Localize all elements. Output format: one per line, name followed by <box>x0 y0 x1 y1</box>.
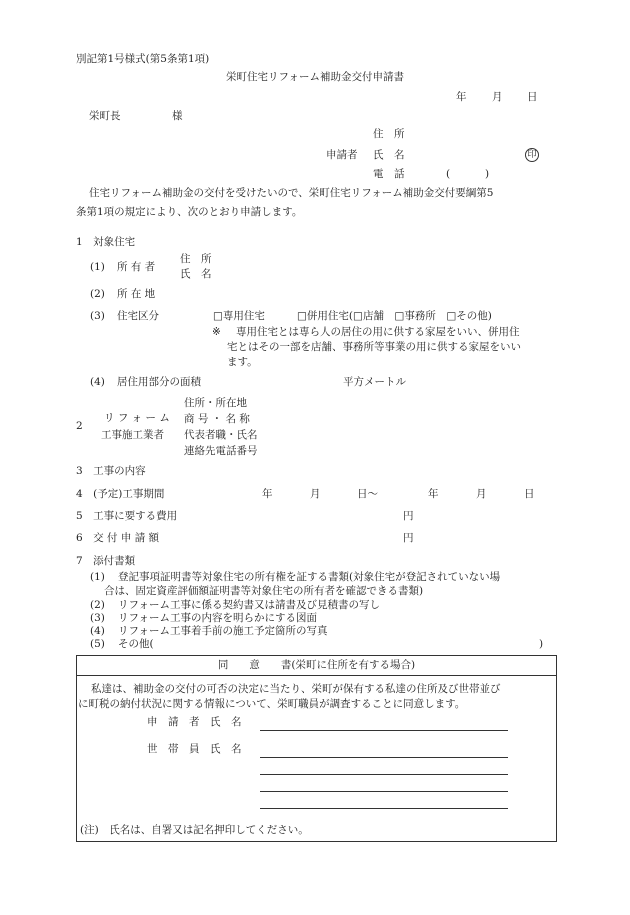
contractor-field-representative: 代表者職・氏名 <box>184 429 258 441</box>
owner-num: (1) <box>90 261 105 273</box>
attachment-text-2: リフォーム工事に係る契約書又は請書及び見積書の写し <box>118 599 380 611</box>
date-day: 日 <box>527 91 538 103</box>
consent-text-1: 私達は、補助金の交付の可否の決定に当たり、栄町が保有する私達の住所及び世帯並び <box>91 683 501 695</box>
consent-applicant-label: 申 請 者 氏 名 <box>147 716 242 728</box>
attachment-num-5: (5) <box>90 638 105 650</box>
attachment-text-1: 登記事項証明書等対象住宅の所有権を証する書類(対象住宅が登記されていない場 <box>118 571 501 583</box>
period-day-end: 日 <box>524 488 535 500</box>
category-num: (3) <box>90 310 105 322</box>
contractor-field-trade-name: 商 号 ・ 名 称 <box>184 413 250 425</box>
period-month-start: 月 <box>310 488 321 500</box>
seal-mark: 印 <box>525 148 539 162</box>
option-exclusive-housing[interactable]: □専用住宅 <box>213 310 265 322</box>
attachment-text-3: リフォーム工事の内容を明らかにする図面 <box>118 612 317 624</box>
area-num: (4) <box>90 376 105 388</box>
category-label: 住宅区分 <box>117 310 159 322</box>
section5-heading: 5 工事に要する費用 <box>76 510 178 522</box>
period-year-start: 年 <box>262 488 273 500</box>
area-unit: 平方メートル <box>343 376 406 388</box>
phone-paren-close: ) <box>485 168 490 180</box>
attachment-num-3: (3) <box>90 612 105 624</box>
period-month-end: 月 <box>476 488 487 500</box>
intro-line-1: 住宅リフォーム補助金の交付を受けたいので、栄町住宅リフォーム補助金交付要綱第5 <box>89 187 494 199</box>
owner-address-label: 住 所 <box>180 253 212 265</box>
consent-header-divider <box>76 675 557 676</box>
consent-heading: 同 意 書(栄町に住所を有する場合) <box>217 659 416 671</box>
applicant-label: 申請者 <box>326 149 358 161</box>
section1-heading: 1 対象住宅 <box>76 236 136 248</box>
note-line-3: ます。 <box>227 356 258 368</box>
section3-heading: 3 工事の内容 <box>76 465 146 477</box>
period-day-start: 日〜 <box>357 488 378 500</box>
attachment-text-4: リフォーム工事着手前の施工予定箇所の写真 <box>118 625 328 637</box>
attachment-other-close: ) <box>539 638 544 650</box>
section7-heading: 7 添付書類 <box>76 555 136 567</box>
attachment-text-5: その他( <box>118 638 154 650</box>
applicant-address-label: 住 所 <box>373 128 405 140</box>
section4-heading: 4 (予定)工事期間 <box>76 488 165 500</box>
household-signature-line-2[interactable] <box>260 774 508 775</box>
applicant-signature-line[interactable] <box>260 730 508 731</box>
attachment-num-1: (1) <box>90 571 105 583</box>
cost-unit: 円 <box>403 510 414 522</box>
owner-label: 所 有 者 <box>117 261 156 273</box>
option-shared-housing[interactable]: □併用住宅(□店舗 □事務所 □その他) <box>297 310 492 322</box>
contractor-field-phone: 連絡先電話番号 <box>184 445 258 457</box>
contractor-label-1: リ フ ォ ー ム <box>104 412 170 424</box>
page-title: 栄町住宅リフォーム補助金交付申請書 <box>226 71 404 83</box>
applicant-phone-label: 電 話 <box>373 168 405 180</box>
form-label: 別記第1号様式(第5条第1項) <box>76 53 210 65</box>
attachment-num-2: (2) <box>90 599 105 611</box>
date-month: 月 <box>492 91 503 103</box>
note-line-2: 宅とはその一部を店舗、事務所等事業の用に供する家屋をいい <box>227 341 521 353</box>
addressee-name: 栄町長 <box>89 110 121 122</box>
grant-unit: 円 <box>403 532 414 544</box>
attachment-num-4: (4) <box>90 625 105 637</box>
owner-name-label: 氏 名 <box>180 268 212 280</box>
addressee-honorific: 様 <box>172 110 183 122</box>
contractor-label-2: 工事施工業者 <box>101 429 164 441</box>
section2-num: 2 <box>76 420 83 432</box>
applicant-name-label: 氏 名 <box>373 149 405 161</box>
intro-line-2: 条第1項の規定により、次のとおり申請します。 <box>76 206 303 218</box>
date-year: 年 <box>456 91 467 103</box>
household-signature-line-3[interactable] <box>260 791 508 792</box>
consent-household-label: 世 帯 員 氏 名 <box>147 743 242 755</box>
contractor-field-address: 住所・所在地 <box>184 397 247 409</box>
area-label: 居住用部分の面積 <box>117 376 201 388</box>
consent-note: (注) 氏名は、自署又は記名押印してください。 <box>80 824 309 836</box>
note-mark: ※ <box>212 326 221 338</box>
phone-paren-open: ( <box>446 168 451 180</box>
note-line-1: 専用住宅とは専ら人の居住の用に供する家屋をいい、併用住 <box>236 326 520 338</box>
location-label: 所 在 地 <box>117 288 156 300</box>
section6-heading: 6 交 付 申 請 額 <box>76 532 160 544</box>
location-num: (2) <box>90 288 105 300</box>
attachment-text-1b: 合は、固定資産評価額証明書等対象住宅の所有者を確認できる書類) <box>104 585 424 597</box>
household-signature-line-4[interactable] <box>260 808 508 809</box>
household-signature-line-1[interactable] <box>260 757 508 758</box>
period-year-end: 年 <box>428 488 439 500</box>
consent-text-2: に町税の納付状況に関する情報について、栄町職員が調査することに同意します。 <box>78 698 466 710</box>
